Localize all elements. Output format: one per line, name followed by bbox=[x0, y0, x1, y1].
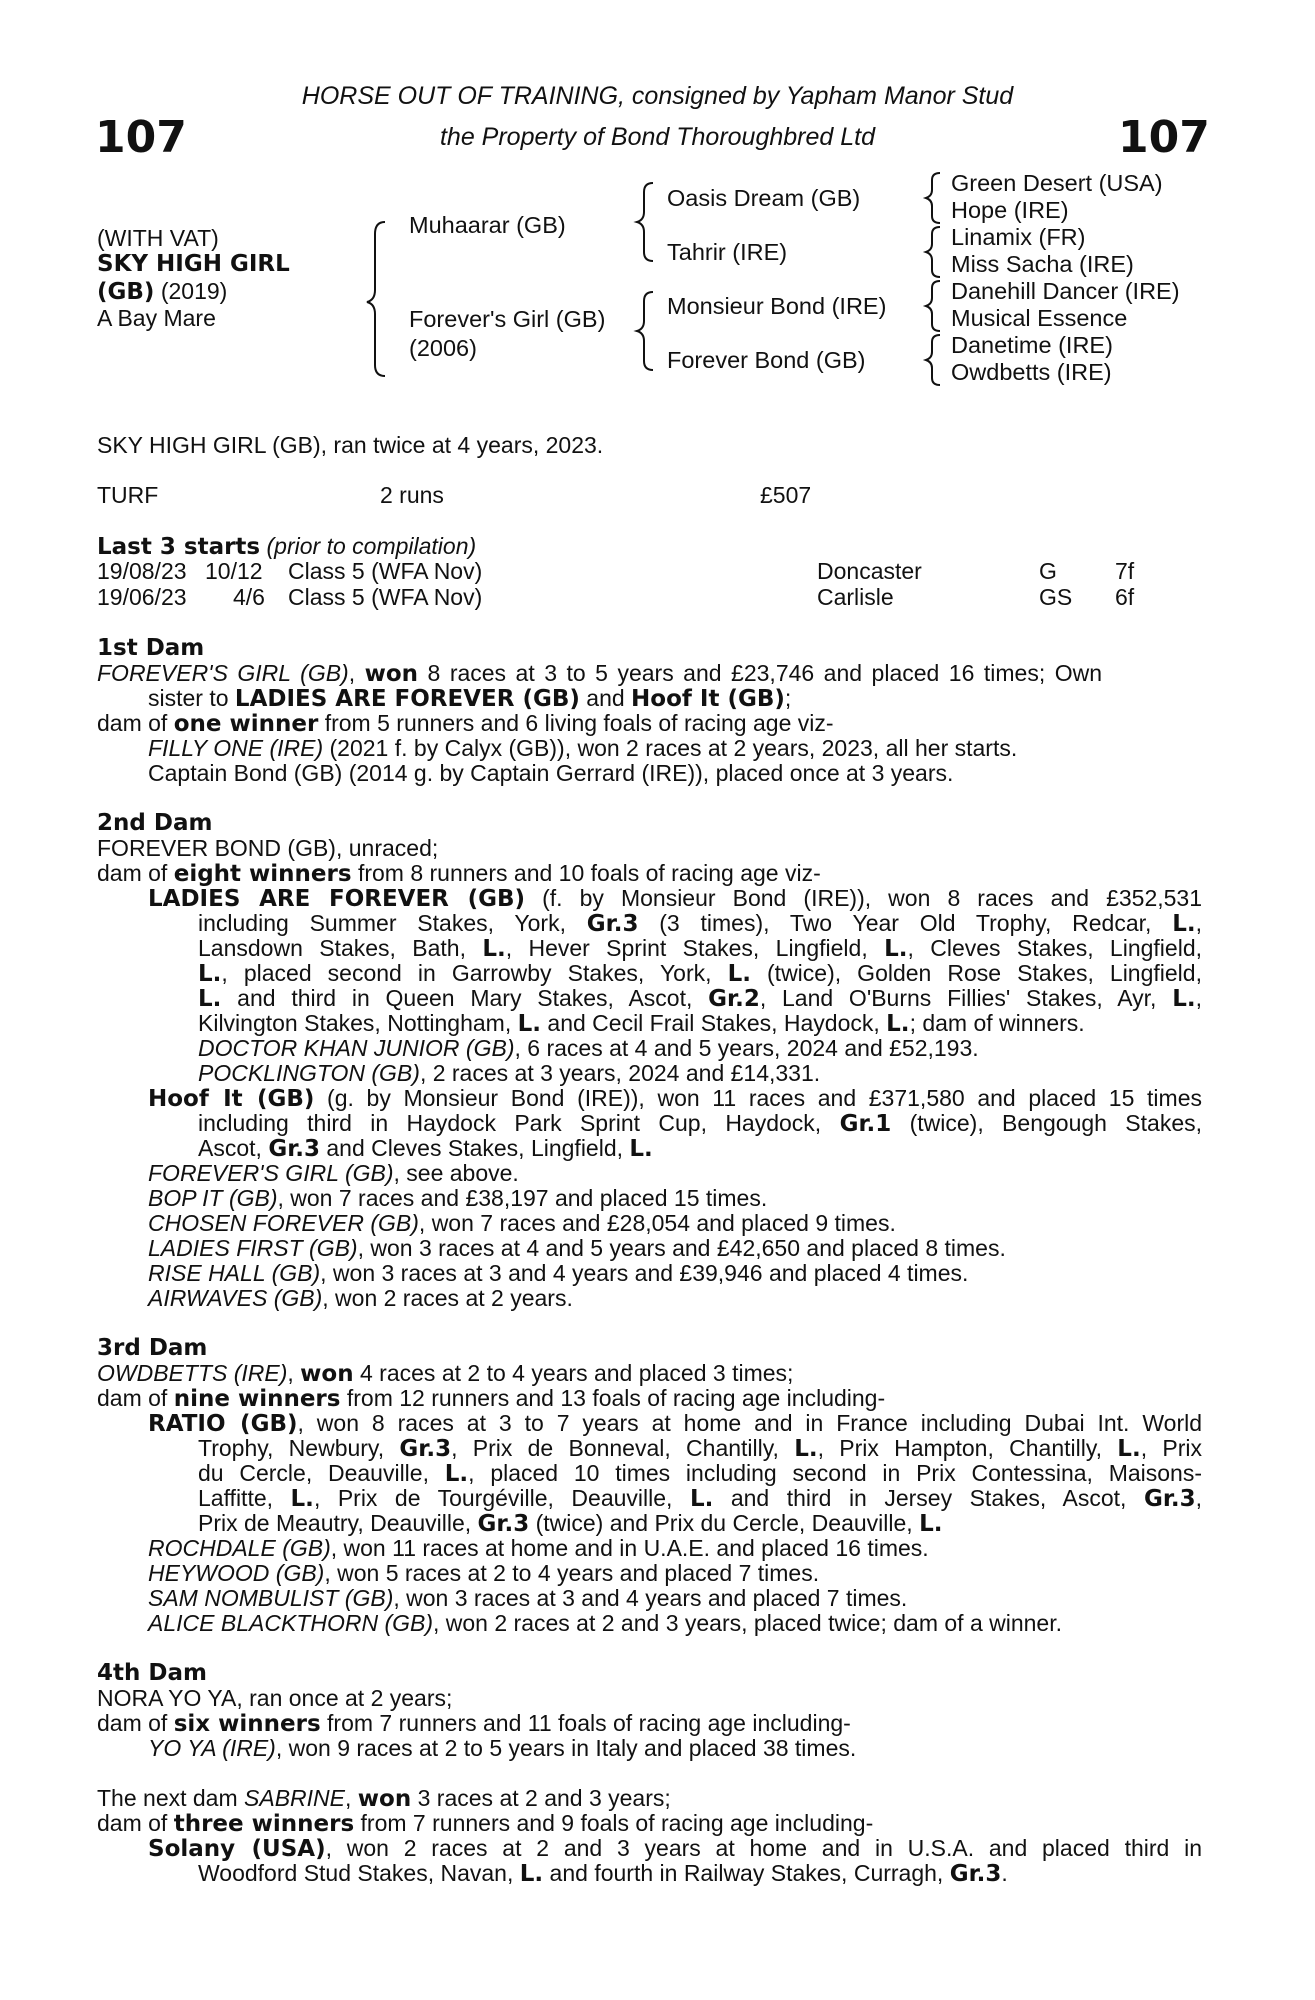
dam4-heading: 4th Dam bbox=[97, 1660, 207, 1686]
t: du Cercle, Deauville, bbox=[198, 1460, 445, 1486]
dam2-line-19 bbox=[148, 1287, 573, 1310]
dam4-line-2 bbox=[97, 1712, 851, 1736]
t: Hoof It (GB) bbox=[148, 1086, 315, 1112]
t: , won 11 races at home and in U.A.E. and placed 16 times. bbox=[330, 1535, 929, 1561]
t: CHOSEN FOREVER (GB) bbox=[148, 1210, 419, 1236]
t: LADIES ARE FOREVER (GB) bbox=[148, 886, 526, 912]
t: , bbox=[345, 1785, 358, 1811]
t: , Cleves Stakes, Lingfield, bbox=[907, 935, 1202, 961]
dam3-line-8 bbox=[148, 1537, 929, 1560]
last-starts-title: Last 3 starts bbox=[97, 534, 261, 560]
t: including Summer Stakes, York, bbox=[198, 910, 587, 936]
t: L. bbox=[886, 1011, 910, 1037]
dam2-line-16 bbox=[148, 1212, 896, 1235]
t: Gr.2 bbox=[708, 986, 760, 1012]
t: Gr.3 bbox=[399, 1436, 452, 1462]
start-row-2-pos: 4/6 bbox=[233, 584, 265, 610]
t: Gr.3 bbox=[268, 1136, 320, 1162]
gen3-8: Owdbetts (IRE) bbox=[951, 359, 1112, 385]
t: (twice), Golden Rose Stakes, Lingfield, bbox=[750, 960, 1202, 986]
t: , placed 10 times including second in Prix Contessina, Maisons- bbox=[468, 1460, 1203, 1486]
t: L. bbox=[198, 961, 222, 987]
t: L. bbox=[198, 986, 222, 1012]
t: The next dam bbox=[97, 1785, 245, 1811]
start-row-2-course: Carlisle bbox=[817, 584, 894, 610]
t: three winners bbox=[173, 1811, 355, 1837]
dam2-line-17 bbox=[148, 1237, 1006, 1260]
start-row-1-class: Class 5 (WFA Nov) bbox=[288, 558, 483, 584]
dam2-line-1: FOREVER BOND (GB), unraced; bbox=[97, 835, 439, 861]
dam3-line-4 bbox=[198, 1437, 1202, 1461]
dam1-line-3 bbox=[97, 712, 834, 736]
start-row-1-course: Doncaster bbox=[817, 558, 922, 584]
dam3-line-5 bbox=[198, 1462, 1202, 1486]
dam2-line-15 bbox=[148, 1187, 767, 1210]
start-row-1-going: G bbox=[1039, 558, 1057, 584]
dam2-line-5 bbox=[198, 937, 1202, 961]
dam-sire: Monsieur Bond (IRE) bbox=[667, 293, 887, 319]
t: , Prix de Tourgéville, Deauville, bbox=[313, 1485, 690, 1511]
record-surface: TURF bbox=[97, 482, 159, 508]
horse-name: SKY HIGH GIRL bbox=[97, 251, 290, 277]
t: , won 9 races at 2 to 5 years in Italy and placed 38 times. bbox=[275, 1735, 857, 1761]
start-row-2-dist: 6f bbox=[1115, 584, 1135, 610]
t: and bbox=[579, 685, 632, 711]
t: , Hever Sprint Stakes, Lingfield, bbox=[505, 935, 885, 961]
nextdam-line-2 bbox=[97, 1812, 873, 1836]
lot-number-right: 107 bbox=[1118, 112, 1210, 163]
t: , Prix de Bonneval, Chantilly, bbox=[451, 1435, 795, 1461]
start-row-1-pos: 10/12 bbox=[205, 558, 263, 584]
t: won bbox=[300, 1361, 354, 1387]
dam3-line-6 bbox=[198, 1487, 1202, 1511]
t: L. bbox=[727, 961, 751, 987]
dam2-line-18 bbox=[148, 1262, 968, 1285]
t: , won 8 races at 3 to 7 years at home and in France including Dubai Int. World bbox=[297, 1410, 1203, 1436]
t: and third in Queen Mary Stakes, Ascot, bbox=[221, 985, 709, 1011]
dam-year: (2006) bbox=[409, 335, 477, 361]
sire-sire: Oasis Dream (GB) bbox=[667, 185, 861, 211]
dam2-line-9 bbox=[198, 1037, 979, 1060]
t: , see above. bbox=[393, 1160, 519, 1186]
property-line: the Property of Bond Thoroughbred Ltd bbox=[439, 123, 875, 151]
t: Gr.3 bbox=[1143, 1486, 1196, 1512]
t: dam of bbox=[97, 710, 174, 736]
t: ALICE BLACKTHORN (GB) bbox=[148, 1610, 433, 1636]
t: SAM NOMBULIST (GB) bbox=[148, 1585, 394, 1611]
t: and Cleves Stakes, Lingfield, bbox=[320, 1135, 630, 1161]
t: FILLY ONE (IRE) bbox=[148, 735, 324, 761]
t: 3 races at 2 and 3 years; bbox=[411, 1785, 671, 1811]
t: , bbox=[1195, 910, 1202, 936]
t: nine winners bbox=[173, 1386, 341, 1412]
t: L. bbox=[884, 936, 908, 962]
t: . bbox=[1001, 1860, 1008, 1886]
t: L. bbox=[517, 1011, 542, 1037]
t: , 6 races at 4 and 5 years, 2024 and £52,193. bbox=[514, 1035, 979, 1061]
t: POCKLINGTON (GB) bbox=[198, 1060, 420, 1086]
t: dam of bbox=[97, 1710, 174, 1736]
last-starts-heading bbox=[97, 535, 476, 559]
t: (g. by Monsieur Bond (IRE)), won 11 races and £371,580 and placed 15 times bbox=[314, 1085, 1202, 1111]
vat-note: (WITH VAT) bbox=[97, 225, 219, 251]
horse-year: (2019) bbox=[154, 278, 228, 304]
t: Kilvington Stakes, Nottingham, bbox=[198, 1010, 518, 1036]
nextdam-line-4 bbox=[198, 1862, 1008, 1886]
dam1-line-1 bbox=[97, 662, 1102, 686]
t: , won 2 races at 2 and 3 years, placed twice; dam of a winner. bbox=[433, 1610, 1063, 1636]
t: SABRINE bbox=[244, 1785, 346, 1811]
dam2-line-7 bbox=[198, 987, 1202, 1011]
t: won bbox=[357, 1786, 412, 1812]
t: L. bbox=[1117, 1436, 1141, 1462]
dam3-line-7 bbox=[198, 1512, 942, 1536]
t: dam of bbox=[97, 1385, 174, 1411]
t: RISE HALL (GB) bbox=[148, 1260, 321, 1286]
t: , won 3 races at 4 and 5 years and £42,650 and placed 8 times. bbox=[357, 1235, 1006, 1261]
t: from 8 runners and 10 foals of racing age viz- bbox=[351, 860, 821, 886]
start-row-1-date: 19/08/23 bbox=[97, 558, 187, 584]
dam3-line-9 bbox=[148, 1562, 819, 1585]
dam2-line-2 bbox=[97, 862, 821, 886]
dam2-line-4 bbox=[198, 912, 1202, 936]
dam1-line-5: Captain Bond (GB) (2014 g. by Captain Gerrard (IRE)), placed once at 3 years. bbox=[148, 760, 954, 786]
t: (2021 f. by Calyx (GB)), won 2 races at 2 years, 2023, all her starts. bbox=[323, 735, 1018, 761]
t: Solany (USA) bbox=[148, 1836, 326, 1862]
dam4-line-3 bbox=[148, 1737, 856, 1760]
t: , placed second in Garrowby Stakes, York, bbox=[221, 960, 728, 986]
dam3-line-11 bbox=[148, 1612, 1062, 1635]
t: (twice) and Prix du Cercle, Deauville, bbox=[529, 1510, 920, 1536]
pedigree-braces bbox=[0, 0, 1315, 400]
gen3-1: Green Desert (USA) bbox=[951, 170, 1163, 196]
gen3-2: Hope (IRE) bbox=[951, 197, 1069, 223]
sire-dam: Tahrir (IRE) bbox=[667, 239, 788, 265]
dam2-line-6 bbox=[198, 962, 1202, 986]
start-row-1-dist: 7f bbox=[1115, 558, 1135, 584]
gen3-6: Musical Essence bbox=[951, 305, 1128, 331]
t: dam of bbox=[97, 860, 174, 886]
t: Woodford Stud Stakes, Navan, bbox=[198, 1860, 520, 1886]
t: Gr.3 bbox=[586, 911, 639, 937]
dam1-name: FOREVER'S GIRL (GB) bbox=[97, 660, 349, 686]
t: , won 5 races at 2 to 4 years and placed 7 times. bbox=[324, 1560, 820, 1586]
t: L. bbox=[444, 1461, 469, 1487]
t: HEYWOOD (GB) bbox=[148, 1560, 325, 1586]
t: , won 3 races at 3 and 4 years and placed 7 times. bbox=[393, 1585, 908, 1611]
t: , Land O'Burns Fillies' Stakes, Ayr, bbox=[759, 985, 1173, 1011]
start-row-2-class: Class 5 (WFA Nov) bbox=[288, 584, 483, 610]
start-row-2-date: 19/06/23 bbox=[97, 584, 187, 610]
dam2-line-10 bbox=[198, 1062, 820, 1085]
horse-country: (GB) bbox=[97, 279, 155, 305]
t: dam of bbox=[97, 1810, 174, 1836]
dam2-line-14 bbox=[148, 1162, 519, 1185]
t: L. bbox=[1172, 911, 1196, 937]
t: L. bbox=[1172, 986, 1196, 1012]
t: ; bbox=[784, 685, 792, 711]
t: eight winners bbox=[173, 861, 352, 887]
t: 4 races at 2 to 4 years and placed 3 times; bbox=[353, 1360, 794, 1386]
t: , bbox=[348, 660, 365, 686]
t: ; dam of winners. bbox=[909, 1010, 1085, 1036]
t: L. bbox=[629, 1136, 653, 1162]
t: (f. by Monsieur Bond (IRE)), won 8 races and £352,531 bbox=[525, 885, 1203, 911]
dam2-line-11 bbox=[148, 1087, 1202, 1111]
t: and third in Jersey Stakes, Ascot, bbox=[713, 1485, 1144, 1511]
t: LADIES FIRST (GB) bbox=[148, 1235, 358, 1261]
t: Ascot, bbox=[198, 1135, 269, 1161]
t: , won 2 races at 2 and 3 years at home and in U.S.A. and placed third in bbox=[325, 1835, 1202, 1861]
t: AIRWAVES (GB) bbox=[148, 1285, 323, 1311]
t: L. bbox=[519, 1861, 544, 1887]
gen3-4: Miss Sacha (IRE) bbox=[951, 251, 1134, 277]
t: 8 races at 3 to 5 years and £23,746 and placed 16 times; Own bbox=[418, 660, 1103, 686]
dam2-heading: 2nd Dam bbox=[97, 810, 213, 836]
start-row-2-going: GS bbox=[1039, 584, 1073, 610]
t: L. bbox=[482, 936, 506, 962]
t: , bbox=[287, 1360, 301, 1386]
record-earnings: £507 bbox=[760, 482, 812, 508]
t: and fourth in Railway Stakes, Curragh, bbox=[543, 1860, 950, 1886]
t: YO YA (IRE) bbox=[148, 1735, 276, 1761]
t: Gr.3 bbox=[949, 1861, 1002, 1887]
gen3-3: Linamix (FR) bbox=[951, 224, 1086, 250]
gen3-7: Danetime (IRE) bbox=[951, 332, 1113, 358]
dam3-heading: 3rd Dam bbox=[97, 1335, 208, 1361]
t: BOP IT (GB) bbox=[148, 1185, 278, 1211]
lot-number-left: 107 bbox=[95, 112, 187, 163]
t: six winners bbox=[173, 1711, 321, 1737]
t: L. bbox=[689, 1486, 714, 1512]
sire: Muhaarar (GB) bbox=[409, 212, 566, 238]
t: from 7 runners and 11 foals of racing age including- bbox=[320, 1710, 851, 1736]
t: , won 3 races at 3 and 4 years and £39,946 and placed 4 times. bbox=[320, 1260, 969, 1286]
t: , 2 races at 3 years, 2024 and £14,331. bbox=[419, 1060, 821, 1086]
t: , Prix Hampton, Chantilly, bbox=[817, 1435, 1118, 1461]
t: RATIO (GB) bbox=[148, 1411, 298, 1437]
dam3-line-10 bbox=[148, 1587, 907, 1610]
t: L. bbox=[794, 1436, 818, 1462]
t: Laffitte, bbox=[198, 1485, 291, 1511]
dam1-heading: 1st Dam bbox=[97, 635, 205, 661]
horse-description: A Bay Mare bbox=[97, 305, 216, 331]
dam2-line-3 bbox=[148, 887, 1202, 911]
dam3-line-3 bbox=[148, 1412, 1202, 1436]
t: , won 2 races at 2 years. bbox=[322, 1285, 573, 1311]
t: , Prix bbox=[1140, 1435, 1202, 1461]
t: (3 times), Two Year Old Trophy, Redcar, bbox=[638, 910, 1173, 936]
consignment-line: HORSE OUT OF TRAINING, consigned by Yapham Manor Stud bbox=[301, 82, 1014, 110]
t: , bbox=[1195, 1485, 1203, 1511]
dam-dam: Forever Bond (GB) bbox=[667, 347, 866, 373]
last-starts-note: (prior to compilation) bbox=[260, 533, 477, 559]
t: from 7 runners and 9 foals of racing age including- bbox=[354, 1810, 874, 1836]
nextdam-line-3 bbox=[148, 1837, 1202, 1861]
nextdam-line-1 bbox=[97, 1787, 671, 1811]
t: ROCHDALE (GB) bbox=[148, 1535, 331, 1561]
t: Gr.1 bbox=[839, 1111, 892, 1137]
t: L. bbox=[290, 1486, 314, 1512]
dam4-line-1: NORA YO YA, ran once at 2 years; bbox=[97, 1685, 453, 1711]
dam3-line-1 bbox=[97, 1362, 793, 1386]
dam2-line-13 bbox=[198, 1137, 653, 1161]
dam1-line-2 bbox=[148, 687, 791, 711]
t: LADIES ARE FOREVER (GB) bbox=[234, 686, 580, 712]
t: from 5 runners and 6 living foals of racing age viz- bbox=[318, 710, 834, 736]
dam3-line-2 bbox=[97, 1387, 885, 1411]
t: and Cecil Frail Stakes, Haydock, bbox=[541, 1010, 887, 1036]
dam2-line-12 bbox=[198, 1112, 1202, 1136]
t: FOREVER'S GIRL (GB) bbox=[148, 1160, 394, 1186]
t: OWDBETTS (IRE) bbox=[97, 1360, 288, 1386]
t: Gr.3 bbox=[477, 1511, 530, 1537]
t: one winner bbox=[173, 711, 319, 737]
dam: Forever's Girl (GB) bbox=[409, 306, 606, 332]
dam1-line-4 bbox=[148, 737, 1017, 760]
t: Hoof It (GB) bbox=[631, 686, 785, 712]
t: DOCTOR KHAN JUNIOR (GB) bbox=[198, 1035, 515, 1061]
t: from 12 runners and 13 foals of racing age including- bbox=[340, 1385, 886, 1411]
t: Trophy, Newbury, bbox=[198, 1435, 400, 1461]
t: including third in Haydock Park Sprint Cup, Haydock, bbox=[198, 1110, 840, 1136]
t: Prix de Meautry, Deauville, bbox=[198, 1510, 478, 1536]
dam2-line-8 bbox=[198, 1012, 1085, 1036]
t: , won 7 races and £28,054 and placed 9 times. bbox=[418, 1210, 896, 1236]
t: , bbox=[1195, 985, 1203, 1011]
t: sister to bbox=[148, 685, 235, 711]
gen3-5: Danehill Dancer (IRE) bbox=[951, 278, 1180, 304]
t: L. bbox=[919, 1511, 943, 1537]
record-runs: 2 runs bbox=[380, 482, 444, 508]
t: won bbox=[364, 661, 419, 687]
t: Lansdown Stakes, Bath, bbox=[198, 935, 483, 961]
t: , won 7 races and £38,197 and placed 15 times. bbox=[277, 1185, 768, 1211]
race-summary: SKY HIGH GIRL (GB), ran twice at 4 years, 2023. bbox=[97, 432, 604, 458]
t: (twice), Bengough Stakes, bbox=[891, 1110, 1202, 1136]
